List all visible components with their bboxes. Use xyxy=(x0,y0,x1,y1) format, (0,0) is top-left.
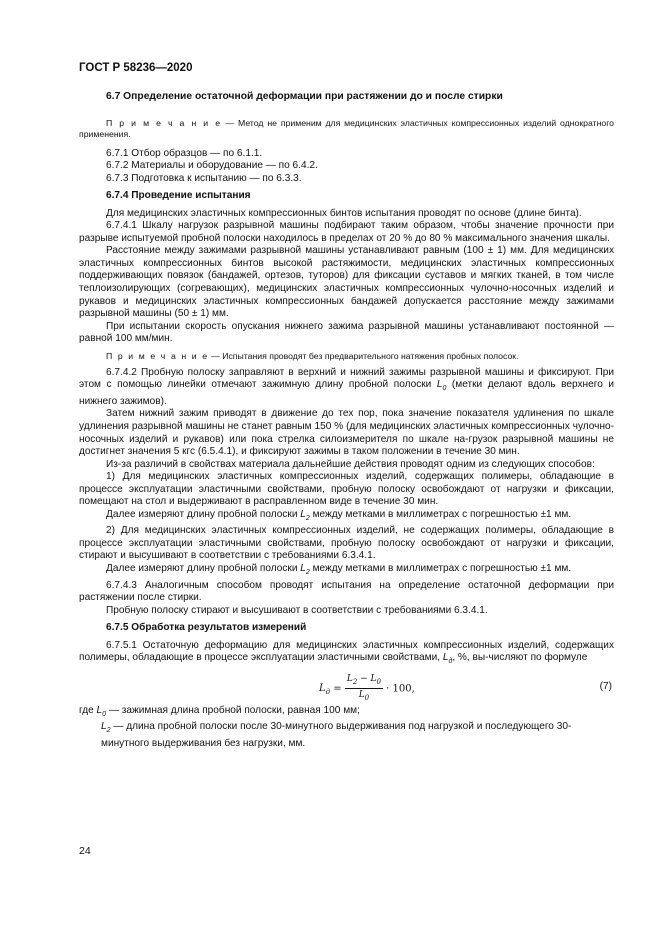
formula-fraction: $\frac{L_2 - L_0}{L_0}$ xyxy=(346,673,381,702)
paragraph: Пробную полоску стирают и высушивают в соответствии с требованиями 6.3.4.1. xyxy=(106,604,488,616)
text-run: 6.7.5.1 Остаточную деформацию для медицинских эластичных компрессионных изделий, содержащих полимеры, обладающие в процессе эксплуатации эластичными свойствами, xyxy=(79,639,614,664)
section-heading-6-7-5: 6.7.5 Обработка результатов измерений xyxy=(106,622,307,634)
paragraph: При испытании скорость опускания нижнего зажима разрывной машины устанавливают постоянной — равной 100 мм/мин. xyxy=(79,320,614,345)
note-2 xyxy=(79,351,614,362)
symbol-L0: $L_0$ xyxy=(436,379,447,393)
paragraph: 1) Для медицинских эластичных компрессионных изделий, содержащих полимеры, обладающие в процессе эксплуатации эластичными свойствами, пробную полоску освобождают от нагрузки и фиксации, помещают на стол и выдерживают в расправленном виде в течение 30 мин. xyxy=(79,471,614,508)
paragraph: 6.7.4.3 Аналогичным способом проводят испытания на определение остаточной деформации при растяжении после стирки. xyxy=(79,579,614,604)
where-line-2: $L_2$ — длина пробной полоски после 30-минутного выдерживания под нагрузкой и последующего 30-минутного выдерживания без нагрузки, мм. xyxy=(101,721,572,749)
symbol-Ld: $L_д$ xyxy=(442,652,453,666)
note-text: — Метод не применим для медицинских эластичных компрессионных изделий однократного применения. xyxy=(79,117,615,139)
formula-number: (7) xyxy=(599,680,612,692)
section-heading-6-7: 6.7 Определение остаточной деформации при растяжении до и после стирки xyxy=(106,91,503,102)
item-6-7-1: 6.7.1 Отбор образцов — по 6.1.1. xyxy=(106,147,263,159)
formula-body: $L_д$ = $\frac{L_2 - L_0}{L_0}$ · 100, xyxy=(319,673,415,705)
note-label: П р и м е ч а н и е xyxy=(106,350,209,361)
note-text: — Испытания проводят без предварительного натяжения пробных полосок. xyxy=(208,350,519,361)
paragraph xyxy=(79,367,614,409)
text-run: (метки делают вдоль верхнего и нижнего зажимов). xyxy=(79,379,614,407)
paragraph: 6.7.4.1 Шкалу нагрузок разрывной машины подбирают таким образом, чтобы значение прочности при разрыве испытуемой пробной полоски находилось в пределах от 20 % до 80 % максимального значения шкалы. xyxy=(79,220,614,244)
paragraph: Расстояние между зажимами разрывной машины устанавливают равным (100 ± 1) мм. Для медицинских эластичных компрессионных бинтов высокой растяжимости, медицинских эластичных компрессионных поддерживающих повязок (бандажей, ортезов, туторов) для фиксации суставов и мягких тканей, в том числе теплоизолирующих (согревающих), медицинских эластичных компрессионных чулочно-носочных изделий и рукавов и медицинских эластичных компрессионных бандажей допускается расстояние между зажимами разрывной машины (50 ± 1) мм. xyxy=(79,245,614,320)
item-6-7-2: 6.7.2 Материалы и оборудование — по 6.4.2. xyxy=(106,160,318,172)
paragraph: 2) Для медицинских эластичных компрессионных изделий, не содержащих полимеры, обладающие в процессе эксплуатации эластичными свойствами, пробную полоску освобождают от нагрузки и фиксации, стирают и высушивают в соответствии с требованиями 6.3.4.1. xyxy=(79,525,614,562)
paragraph: Из-за различий в свойствах материала дальнейшие действия проводят одним из следующих способов: xyxy=(106,458,595,470)
text-run: Далее измеряют длину пробной полоски xyxy=(106,562,301,574)
paragraph xyxy=(79,563,614,580)
paragraph xyxy=(79,640,614,669)
document-body xyxy=(79,91,614,751)
item-6-7-3: 6.7.3 Подготовка к испытанию — по 6.3.3. xyxy=(106,172,302,184)
text-run: , %, вы-числяют по формуле xyxy=(452,652,588,664)
document-header: ГОСТ Р 58236—2020 xyxy=(79,62,193,74)
paragraph: Затем нижний зажим приводят в движение до тех пор, пока значение показателя удлинения по шкале удлинения разрывной машины не станет равным 150 % (для медицинских эластичных компрессионных чулочно-носочных изделий и рукавов) или пока стрелка силоизмерителя по шкале на-грузок разрывной машины не достигнет значения 5 кгс (6.5.4.1), и фиксируют зажимы в таком положении в течение 30 мин. xyxy=(79,408,614,458)
text-run: между метками в миллиметрах с погрешностью ±1 мм. xyxy=(309,508,572,520)
where-line-1: где $L_0$ — зажимная длина пробной полоски, равная 100 мм; xyxy=(79,704,360,718)
formula-7 xyxy=(79,673,614,703)
text-run: между метками в миллиметрах с погрешностью ±1 мм. xyxy=(309,562,572,574)
paragraph: Для медицинских эластичных компрессионных бинтов испытания проводят по основе (длине бинта). xyxy=(106,207,582,219)
symbol-L2: $L_2$ xyxy=(300,508,310,522)
page-number: 24 xyxy=(79,845,91,857)
text-run: Далее измеряют длину пробной полоски xyxy=(106,508,301,520)
note-label: П р и м е ч а н и е xyxy=(106,117,222,128)
note-1 xyxy=(79,118,614,140)
paragraph xyxy=(79,509,614,526)
section-heading-6-7-4: 6.7.4 Проведение испытания xyxy=(106,190,251,202)
symbol-L2: $L_2$ xyxy=(300,562,310,576)
text-run: 6.7.4.2 Пробную полоску заправляют в верхний и нижний зажимы разрывной машины и фиксируют. При этом с помощью линейки отмечают зажимную длину пробной полоски xyxy=(79,366,614,391)
